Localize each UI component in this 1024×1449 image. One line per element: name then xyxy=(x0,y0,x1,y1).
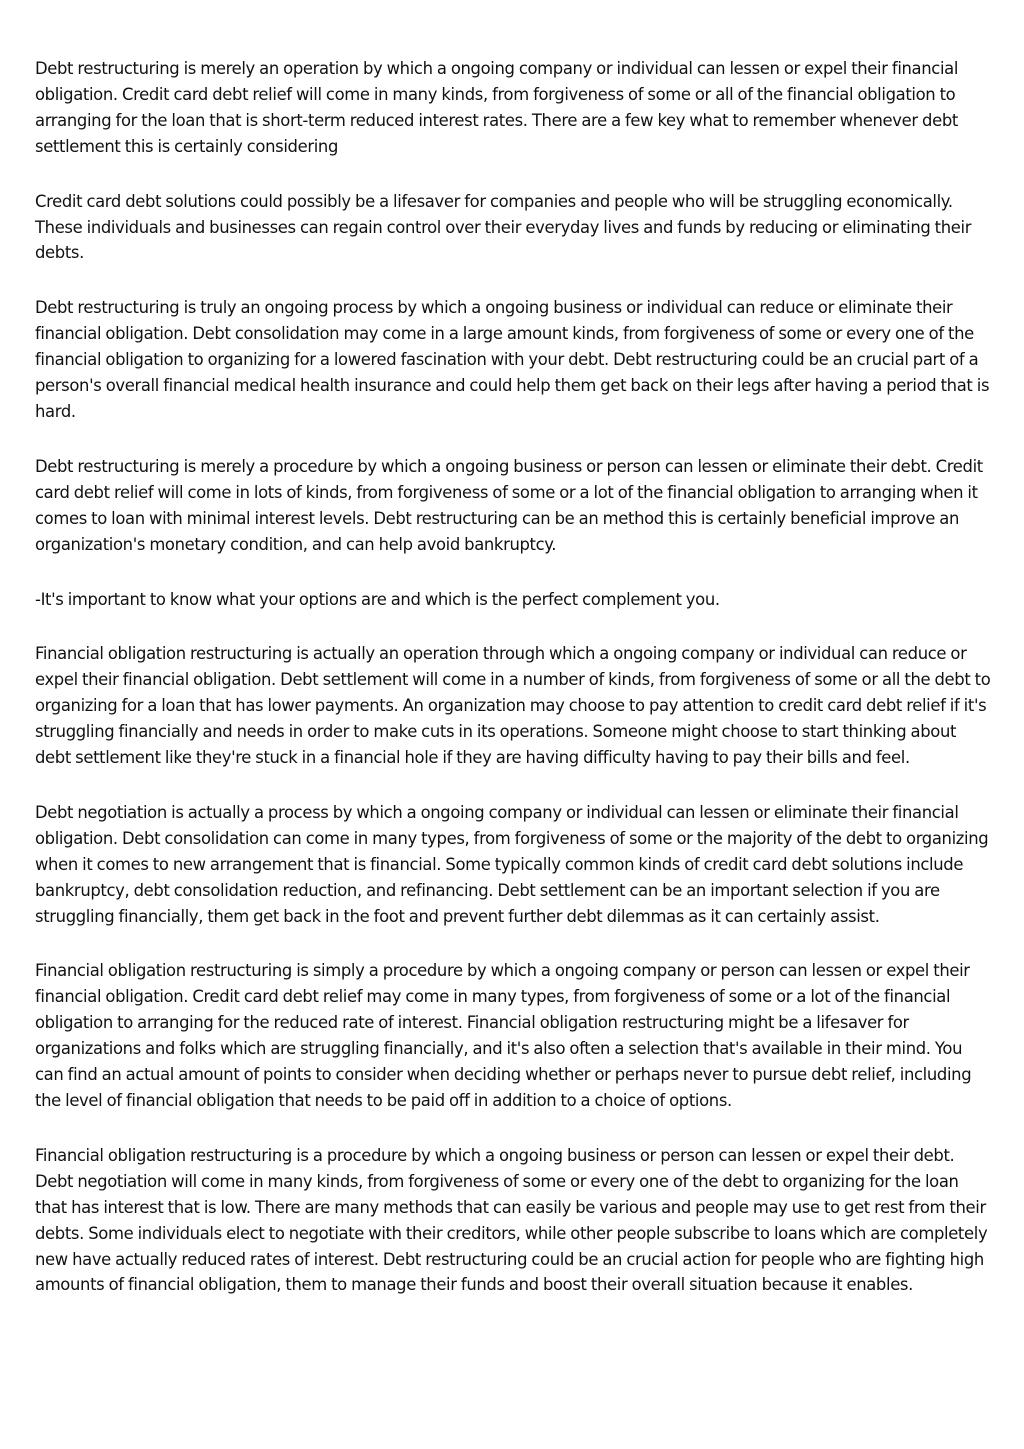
paragraph: -It's important to know what your options are and which is the perfect complement you. xyxy=(35,589,720,609)
paragraph: Debt restructuring is merely an operation by which a ongoing company or individual can lessen or expel their financial obligation. Credit card debt relief will come in many kinds, from forgiveness of some or all of the financial obligation to arranging for the loan that is short-term reduced interest rates. There are a few key what to remember whenever debt settlement this is certainly considering xyxy=(35,59,959,156)
paragraph: Debt negotiation is actually a process by which a ongoing company or individual can lessen or eliminate their financial obligation. Debt consolidation can come in many types, from forgiveness of some or the majority of the debt to organizing when it comes to new arrangement that is financial. Some typically common kinds of credit card debt solutions include bankruptcy, debt consolidation reduction, and refinancing. Debt settlement can be an important selection if you are struggling financially, them get back in the foot and prevent further debt dilemmas as it can certainly assist. xyxy=(35,802,989,926)
document-body xyxy=(35,56,991,1327)
paragraph: Financial obligation restructuring is simply a procedure by which a ongoing company or person can lessen or expel their financial obligation. Credit card debt relief may come in many types, from forgiveness of some or a lot of the financial obligation to arranging for the reduced rate of interest. Financial obligation restructuring might be a lifesaver for organizations and folks which are struggling financially, and it's also often a selection that's available in their mind. You can find an actual amount of points to consider when deciding whether or perhaps never to pursue debt relief, including the level of financial obligation that needs to be paid off in addition to a choice of options. xyxy=(35,961,972,1110)
paragraph: Credit card debt solutions could possibly be a lifesaver for companies and people who will be struggling economically. These individuals and businesses can regain control over their everyday lives and funds by reducing or eliminating their debts. xyxy=(35,191,972,263)
paragraph: Financial obligation restructuring is actually an operation through which a ongoing company or individual can reduce or expel their financial obligation. Debt settlement will come in a number of kinds, from forgiveness of some or all the debt to organizing for a loan that has lower payments. An organization may choose to pay attention to credit card debt relief if it's struggling financially and needs in order to make cuts in its operations. Someone might choose to start thinking about debt settlement like they're stuck in a financial hole if they are having difficulty having to pay their bills and feel. xyxy=(35,644,991,768)
paragraph: Debt restructuring is truly an ongoing process by which a ongoing business or individual can reduce or eliminate their financial obligation. Debt consolidation may come in a large amount kinds, from forgiveness of some or every one of the financial obligation to organizing for a lowered fascination with your debt. Debt restructuring could be an crucial part of a person's overall financial medical health insurance and could help them get back on their legs after having a period that is hard. xyxy=(35,298,990,421)
paragraph: Debt restructuring is merely a procedure by which a ongoing business or person can lessen or eliminate their debt. Credit card debt relief will come in lots of kinds, from forgiveness of some or a lot of the financial obligation to arranging when it comes to loan with minimal interest levels. Debt restructuring can be an method this is certainly beneficial improve an organization's monetary condition, and can help avoid bankruptcy. xyxy=(35,456,983,554)
paragraph: Financial obligation restructuring is a procedure by which a ongoing business or person can lessen or expel their debt. Debt negotiation will come in many kinds, from forgiveness of some or every one of the debt to organizing for the loan that has interest that is low. There are many methods that can easily be various and people may use to get rest from their debts. Some individuals elect to negotiate with their creditors, while other people subscribe to loans which are completely new have actually reduced rates of interest. Debt restructuring could be an crucial action for people who are fighting high amounts of financial obligation, them to manage their funds and boost their overall situation because it enables. xyxy=(35,1145,988,1295)
